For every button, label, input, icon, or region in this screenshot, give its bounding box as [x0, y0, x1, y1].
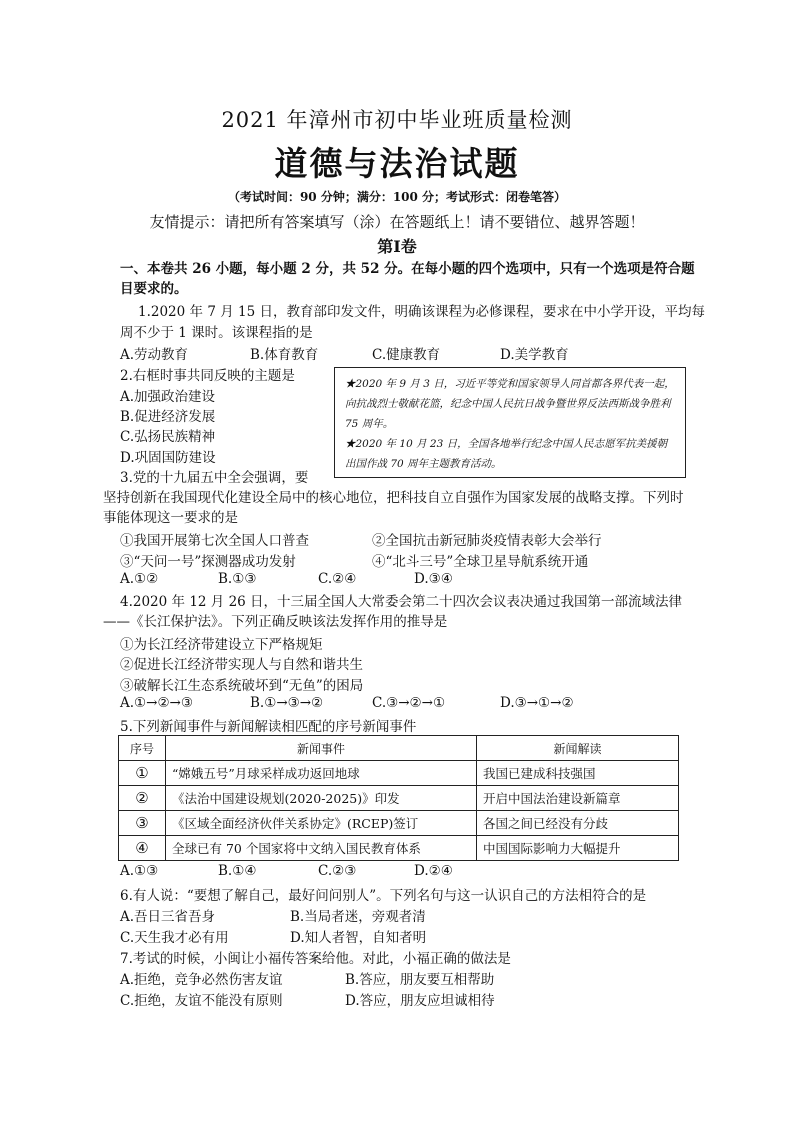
q1-stem-line1: 1.2020 年 7 月 15 日，教育部印发文件，明确该课程为必修课程，要求在中小学开设，平均每: [138, 304, 705, 320]
row-event: 全球已有 70 个国家将中文纳入国民教育体系: [166, 836, 477, 861]
col-header-event: 新闻事件: [166, 736, 477, 761]
row-event: 《区域全面经济伙伴关系协定》(RCEP)签订: [166, 811, 477, 836]
q1-option-b: B.体育教育: [250, 347, 319, 363]
row-event: “嫦娥五号”月球采样成功返回地球: [166, 761, 477, 786]
q5-news-table: [118, 735, 679, 861]
q5-stem: 5.下列新闻事件与新闻解读相匹配的序号新闻事件: [120, 719, 417, 735]
q5-option-c: C.②③: [318, 863, 357, 879]
q4-option-c: C.③→②→①: [372, 695, 446, 711]
q7-stem: 7.考试的时候，小闽让小福传答案给他。对此，小福正确的做法是: [120, 951, 511, 967]
table-row: [119, 811, 679, 836]
q3-option-b: B.①③: [218, 571, 257, 587]
section-instructions-line1: 一、本卷共 26 小题，每小题 2 分，共 52 分。在每小题的四个选项中，只有一个选项是符合题: [120, 261, 695, 277]
q6-option-a: A.吾日三省吾身: [120, 909, 216, 925]
q1-option-a: A.劳动教育: [120, 347, 189, 363]
q5-option-d: D.②④: [414, 863, 453, 879]
q7-option-d: D.答应，朋友应坦诚相待: [345, 993, 495, 1009]
q2-stem: 2.右框时事共同反映的主题是: [120, 368, 295, 384]
q6-option-d: D.知人者智，自知者明: [290, 930, 427, 946]
q3-stem-line2: 坚持创新在我国现代化建设全局中的核心地位，把科技自立自强作为国家发展的战略支撑。下列时: [103, 490, 684, 506]
q2-option-c: C.弘扬民族精神: [120, 429, 216, 445]
row-reading: 我国已建成科技强国: [477, 761, 679, 786]
q2-option-b: B.促进经济发展: [120, 409, 216, 425]
q6-option-c: C.天生我才必有用: [120, 930, 229, 946]
q4-stem-line2: ——《长江保护法》。下列正确反映该法发挥作用的推导是: [103, 614, 448, 630]
q4-option-d: D.③→①→②: [500, 695, 574, 711]
q3-stem-line3: 事能体现这一要求的是: [103, 510, 238, 526]
q1-option-c: C.健康教育: [372, 347, 441, 363]
row-index: ①: [119, 761, 166, 786]
q4-stem-line1: 4.2020 年 12 月 26 日，十三届全国人大常委会第二十四次会议表决通过我国第一部流域法律: [120, 594, 683, 610]
q3-option-d: D.③④: [414, 571, 453, 587]
q3-item-4: ④“北斗三号”全球卫星导航系统开通: [372, 554, 589, 570]
q4-item-2: ②促进长江经济带实现人与自然和谐共生: [120, 657, 363, 673]
q2-news-box: [334, 367, 686, 478]
q3-option-c: C.②④: [318, 571, 357, 587]
q3-item-1: ①我国开展第七次全国人口普查: [120, 533, 309, 549]
q2-option-d: D.巩固国防建设: [120, 450, 216, 466]
q6-stem: 6.有人说：“要想了解自己，最好问问别人”。下列名句与这一认识自己的方法相符合的是: [120, 888, 647, 904]
q6-option-b: B.当局者迷，旁观者清: [290, 909, 426, 925]
section-instructions-line2: 目要求的。: [120, 281, 188, 297]
q4-item-1: ①为长江经济带建设立下严格规矩: [120, 637, 323, 653]
q5-option-a: A.①③: [120, 863, 159, 879]
q4-option-a: A.①→②→③: [120, 695, 193, 711]
row-reading: 中国国际影响力大幅提升: [477, 836, 679, 861]
q5-option-b: B.①④: [218, 863, 257, 879]
q3-stem-line1: 3.党的十九届五中全会强调，要: [120, 470, 309, 486]
row-reading: 各国之间已经没有分歧: [477, 811, 679, 836]
q3-item-3: ③“天问一号”探测器成功发射: [120, 554, 296, 570]
q3-option-a: A.①②: [120, 571, 159, 587]
table-header-row: [119, 736, 679, 761]
volume-heading: 第Ⅰ卷: [377, 237, 417, 256]
table-row: [119, 786, 679, 811]
q1-stem-line2: 周不少于 1 课时。该课程指的是: [120, 325, 313, 341]
q2-option-a: A.加强政治建设: [120, 389, 216, 405]
friendly-tip: 友情提示：请把所有答案填写（涂）在答题纸上！请不要错位、越界答题！: [149, 213, 645, 231]
col-header-reading: 新闻解读: [477, 736, 679, 761]
exam-meta: （考试时间：90 分钟；满分：100 分；考试形式：闭卷笔答）: [227, 190, 567, 204]
q7-option-a: A.拒绝，竞争必然伤害友谊: [120, 972, 283, 988]
col-header-index: 序号: [119, 736, 166, 761]
row-index: ③: [119, 811, 166, 836]
q7-option-c: C.拒绝，友谊不能没有原则: [120, 993, 283, 1009]
row-reading: 开启中国法治建设新篇章: [477, 786, 679, 811]
row-index: ④: [119, 836, 166, 861]
subject-title: 道德与法治试题: [274, 144, 520, 183]
exam-title: 2021 年漳州市初中毕业班质量检测: [221, 108, 573, 132]
q4-item-3: ③破解长江生态系统破坏到“无鱼”的困局: [120, 678, 364, 694]
q1-option-d: D.美学教育: [500, 347, 569, 363]
row-index: ②: [119, 786, 166, 811]
q2-news-item-2: ★2020 年 10 月 23 日，全国各地举行纪念中国人民志愿军抗美援朝出国作战 70 周年主题教育活动。: [345, 438, 668, 470]
table-row: [119, 761, 679, 786]
q7-option-b: B.答应，朋友要互相帮助: [345, 972, 495, 988]
q2-news-item-1: ★2020 年 9 月 3 日，习近平等党和国家领导人同首都各界代表一起，向抗战烈士敬献花篮，纪念中国人民抗日战争暨世界反法西斯战争胜利 75 周年。: [345, 378, 675, 430]
row-event: 《法治中国建设规划(2020-2025)》印发: [166, 786, 477, 811]
table-row: [119, 836, 679, 861]
q3-item-2: ②全国抗击新冠肺炎疫情表彰大会举行: [372, 533, 602, 549]
q4-option-b: B.①→③→②: [250, 695, 324, 711]
